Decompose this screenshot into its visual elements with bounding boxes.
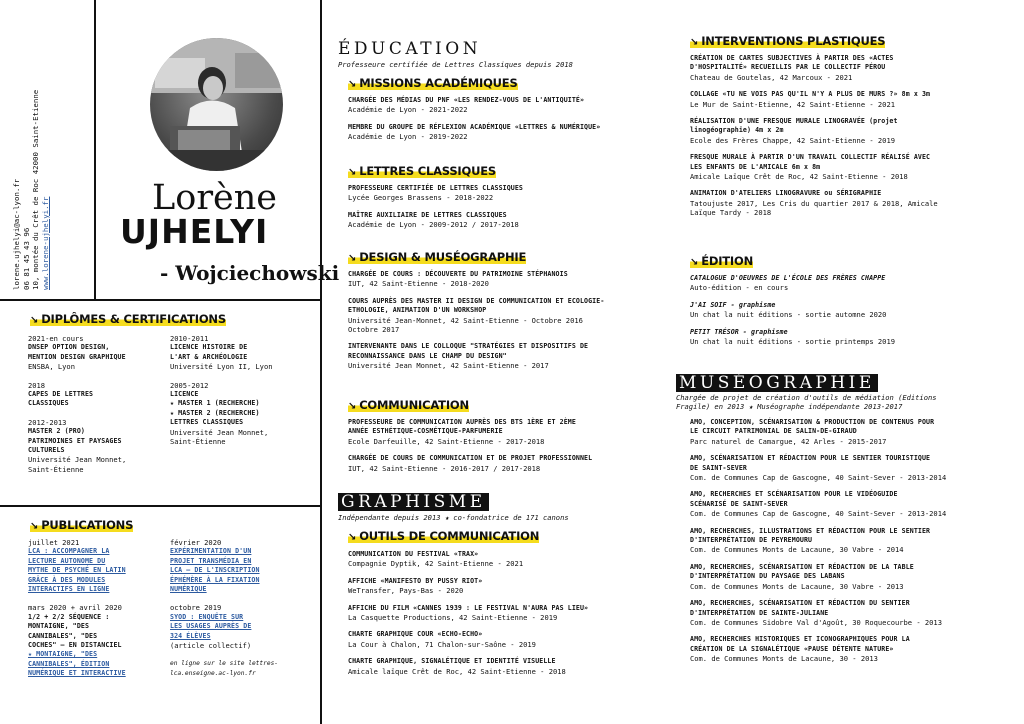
publication-line: 1/2 + 2/2 SÉQUENCE :	[28, 612, 110, 621]
entry-title: AFFICHE DU FILM «CANNES 1939 : LE FESTIVAL N'AURA PAS LIEU»	[348, 603, 589, 612]
publications-note: lca.enseigne.ac-lyon.fr	[170, 669, 256, 677]
diplome-line: LETTRES CLASSIQUES	[170, 418, 244, 427]
publication-date: février 2020	[170, 538, 222, 547]
interventions-title: ↘ INTERVENTIONS PLASTIQUES	[690, 34, 886, 48]
publication-link[interactable]: GRÂCE À DES MODULES	[28, 575, 106, 584]
education-subtitle: Professeure certifiée de Lettres Classiques depuis 2018	[338, 60, 573, 69]
publication-link[interactable]: CANNIBALES", ÉDITION	[28, 659, 110, 668]
museographie-title: MUSÉOGRAPHIE	[676, 374, 878, 392]
entry-title: SCÉNARISÉ DE SAINT-SEVER	[690, 499, 788, 508]
entry-detail: WeTransfer, Pays-Bas - 2020	[348, 586, 464, 596]
diplome-line: ★ MASTER 1 (RECHERCHE)	[170, 399, 260, 408]
publication-link[interactable]: SYOD : ENQUÊTE SUR	[170, 612, 244, 621]
header-divider	[0, 299, 321, 301]
entry-detail: IUT, 42 Saint-Etienne - 2018-2020	[348, 279, 489, 289]
entry-title: ANIMATION D'ATELIERS LINOGRAVURE ou SÉRIGRAPHIE	[690, 189, 882, 198]
diplome-line: Université Jean Monnet,	[170, 427, 269, 437]
entry-title: INTERVENANTE DANS LE COLLOQUE "STRATÉGIES ET DISPOSITIFS DE	[348, 342, 589, 351]
last-name: UJHELYI	[120, 212, 269, 251]
publications-title: ↘ PUBLICATIONS	[30, 518, 134, 532]
entry-detail: Com. de Communes Monts de Lacaune, 30 Vabre - 2013	[690, 581, 904, 591]
diplome-year: 2018	[28, 380, 46, 390]
publication-link[interactable]: LCA : ACCOMPAGNER LA	[28, 547, 110, 556]
entry-title: AMO, RECHERCHES, SCÉNARISATION ET RÉDACTION DE LA TABLE	[690, 562, 914, 571]
entry-title: D'INTERPRÉTATION DU PAYSAGE DES LABANS	[690, 572, 845, 581]
entry-title: PROFESSEURE DE COMMUNICATION AUPRÈS DES BTS 1ÈRE ET 2ÈME	[348, 418, 576, 426]
contact-email[interactable]: lorene.ujhelyi@ac-lyon.fr	[12, 178, 21, 290]
entry-detail: Compagnie Dyptik, 42 Saint-Etienne - 2021	[348, 559, 524, 569]
diplome-line: Saint-Étienne	[28, 464, 84, 474]
entry-detail: Un chat la nuit éditions - sortie automne 2020	[690, 310, 887, 320]
publications-right	[170, 538, 278, 678]
entry-title: LES ENFANTS DE L'AMICALE 6m x 8m	[690, 162, 821, 171]
contact-website[interactable]: www.lorene-ujhelyi.fr	[40, 196, 50, 290]
diplomes-title: ↘ DIPLÔMES & CERTIFICATIONS	[30, 312, 226, 326]
diplomes-right	[170, 334, 273, 446]
entry-title: AMO, SCÉNARISATION ET RÉDACTION POUR LE SENTIER TOURISTIQUE	[690, 454, 931, 463]
entry-title: MEMBRE DU GROUPE DE RÉFLEXION ACADÉMIQUE «LETTRES & NUMÉRIQUE»	[348, 122, 601, 131]
diplome-line: CULTURELS	[28, 446, 65, 455]
portrait-image	[150, 38, 283, 171]
publication-link[interactable]: NUMÉRIQUE ET INTERACTIVE	[28, 669, 126, 678]
entry-title: FRESQUE MURALE À PARTIR D'UN TRAVAIL COLLECTIF RÉALISÉ AVEC	[690, 153, 931, 162]
second-name: - Wojciechowski	[160, 261, 340, 285]
publication-link[interactable]: EXPÉRIMENTATION D'UN	[170, 547, 252, 556]
diplome-line: Saint-Étienne	[170, 437, 226, 447]
lettres-title: ↘ LETTRES CLASSIQUES	[348, 164, 496, 178]
entry-detail: IUT, 42 Saint-Etienne - 2016-2017 / 2017-2018	[348, 463, 541, 473]
edition-list	[690, 274, 895, 346]
entry-detail: Un chat la nuit éditions - sortie printemps 2019	[690, 337, 895, 347]
entry-title: AMO, RECHERCHES HISTORIQUES ET ICONOGRAPHIQUES POUR LA	[690, 635, 910, 644]
contact-phone: 06 81 45 43 96	[21, 227, 31, 290]
entry-title: LE CIRCUIT PATRIMONIAL DE SALIN-DE-GIRAUD	[690, 427, 857, 436]
museographie-list	[690, 418, 946, 664]
entry-title: CHARGÉE DE COURS : DÉCOUVERTE DU PATRIMOINE STÉPHANOIS	[348, 270, 568, 278]
publication-link[interactable]: LCA — DE L'INSCRIPTION	[170, 566, 260, 575]
entry-title: AMO, RECHERCHES ET SCÉNARISATION POUR LE VIDÉOGUIDE	[690, 490, 898, 499]
entry-detail: Amicale Laïque Crêt de Roc, 42 Saint-Etienne - 2018	[690, 172, 908, 182]
entry-title: CHARTE GRAPHIQUE, SIGNALÉTIQUE ET IDENTITÉ VISUELLE	[348, 657, 556, 666]
entry-detail: Académie de Lyon - 2019-2022	[348, 132, 468, 142]
entry-title: COURS AUPRÈS DES MASTER II DESIGN DE COMMUNICATION ET ECOLOGIE-	[348, 296, 605, 305]
diplome-line: LICENCE	[170, 390, 199, 399]
entry-detail: Chateau de Goutelas, 42 Marcoux - 2021	[690, 72, 853, 82]
entry-detail: Com. de Communes Monts de Lacaune, 30 Vabre - 2014	[690, 545, 904, 555]
diplome-line: Université Lyon II, Lyon	[170, 362, 273, 372]
entry-title: linogéographie) 4m x 2m	[690, 126, 784, 135]
diplome-line: PATRIMOINES ET PAYSAGES	[28, 436, 122, 445]
profile-photo	[150, 38, 283, 171]
design-list	[348, 270, 604, 371]
entry-title: D'HOSPITALITÉ» RECUEILLIS PAR LE COLLECTIF PÉROU	[690, 63, 886, 72]
interventions-list	[690, 54, 938, 218]
missions-title: ↘ MISSIONS ACADÉMIQUES	[348, 76, 518, 90]
communication-list	[348, 418, 592, 473]
publication-link[interactable]: ÉPHÉMÈRE À LA FIXATION	[170, 575, 260, 584]
entry-title: COLLAGE «TU NE VOIS PAS QU'IL N'Y A PLUS DE MURS ?» 8m x 3m	[690, 90, 931, 99]
publication-line: COCHES" — EN DISTANCIEL	[28, 641, 122, 650]
entry-detail: Octobre 2017	[348, 325, 400, 335]
diplome-line: MASTER 2 (PRO)	[28, 427, 85, 436]
lettres-list	[348, 184, 523, 230]
missions-list	[348, 96, 600, 142]
publication-date: mars 2020 + avril 2020	[28, 603, 122, 613]
diplome-year: 2021-en cours	[28, 334, 84, 343]
publications-note: en ligne sur le site lettres-	[170, 660, 279, 668]
entry-detail: Université Jean Monnet, 42 Saint-Etienne - 2017	[348, 361, 549, 371]
entry-title: AMO, CONCEPTION, SCÉNARISATION & PRODUCTION DE CONTENUS POUR	[690, 418, 935, 426]
entry-title: CHARGÉE DE COURS DE COMMUNICATION ET DE PROJET PROFESSIONNEL	[348, 454, 593, 463]
entry-detail: Laïque Tardy - 2018	[690, 208, 772, 218]
diplome-line: CAPES DE LETTRES	[28, 390, 94, 399]
entry-title: MAÎTRE AUXILIAIRE DE LETTRES CLASSIQUES	[348, 210, 507, 219]
entry-detail: Com. de Communes Sidobre Val d'Agoût, 30 Roquecourbe - 2013	[690, 617, 942, 627]
entry-title: RÉALISATION D'UNE FRESQUE MURALE LINOGRAVÉE (projet	[690, 117, 898, 126]
entry-detail: Com. de Communes Cap de Gascogne, 40 Saint-Sever - 2013-2014	[690, 473, 947, 483]
entry-title: RECONNAISSANCE DANS LE CHAMP DU DESIGN"	[348, 351, 507, 360]
entry-title: ANNÉE ESTHÉTIQUE-COSMÉTIQUE-PARFUMERIE	[348, 427, 503, 436]
entry-detail: Parc naturel de Camargue, 42 Arles - 2015-2017	[690, 436, 887, 446]
design-title: ↘ DESIGN & MUSÉOGRAPHIE	[348, 250, 527, 264]
entry-detail: La Cour à Chalon, 71 Chalon-sur-Saône - 2019	[348, 639, 536, 649]
museographie-subtitle-2: Fragile) en 2013 ★ Muséographe indépendante 2013-2017	[676, 402, 903, 411]
entry-title: CATALOGUE D'OEUVRES DE L'ÉCOLE DES FRÈRES CHAPPE	[690, 274, 886, 282]
publication-line: CANNIBALES", "DES	[28, 631, 98, 640]
diplome-year: 2012-2013	[28, 417, 67, 427]
graphisme-subtitle: Indépendante depuis 2013 ★ co-fondatrice de 171 canons	[338, 513, 569, 522]
entry-title: CRÉATION DE LA SIGNALÉTIQUE «PAUSE DÉTENTE NATURE»	[690, 644, 894, 653]
graphisme-title: GRAPHISME	[338, 493, 489, 511]
entry-title: PROFESSEURE CERTIFIÉE DE LETTRES CLASSIQUES	[348, 184, 523, 192]
entry-detail: Le Mur de Saint-Etienne, 42 Saint-Etienne - 2021	[690, 99, 895, 109]
diplome-line: DNSEP OPTION DESIGN,	[28, 343, 110, 352]
diplome-year: 2005-2012	[170, 380, 209, 390]
entry-title: PETIT TRÉSOR - graphisme	[690, 327, 788, 336]
diplome-line: CLASSIQUES	[28, 399, 69, 408]
entry-title: AMO, RECHERCHES, ILLUSTRATIONS ET RÉDACTION POUR LE SENTIER	[690, 526, 931, 535]
entry-detail: Com. de Communes Monts de Lacaune, 30 - 2013	[690, 654, 878, 664]
publication-extra: (article collectif)	[170, 641, 252, 651]
entry-title: AFFICHE «MANIFESTO BY PUSSY RIOT»	[348, 576, 483, 585]
entry-title: CHARGÉE DES MÉDIAS DU PNF «LES RENDEZ-VOUS DE L'ANTIQUITÉ»	[348, 96, 585, 104]
entry-detail: Tatoujuste 2017, Les Cris du quartier 2017 & 2018, Amicale	[690, 198, 938, 208]
column-divider	[320, 0, 322, 724]
publication-link[interactable]: PROJET TRANSMÉDIA EN	[170, 556, 252, 565]
entry-detail: Amicale laïque Crêt de Roc, 42 Saint-Etienne - 2018	[348, 666, 566, 676]
publication-link[interactable]: MYTHE DE PSYCHÉ EN LATIN	[28, 566, 126, 575]
diplome-line: MENTION DESIGN GRAPHIQUE	[28, 352, 126, 361]
communication-title: ↘ COMMUNICATION	[348, 398, 469, 412]
entry-title: J'AI SOIF - graphisme	[690, 300, 776, 309]
entry-title: D'INTERPRÉTATION DE SAINTE-JULIANE	[690, 608, 829, 617]
education-title: ÉDUCATION	[338, 39, 482, 59]
contact-address: 10, montée du Crêt de Roc 42000 Saint-Etienne	[31, 89, 41, 290]
diplomes-left	[28, 334, 126, 474]
publication-link[interactable]: LES USAGES AUPRÈS DE	[170, 622, 252, 631]
diplome-line: Université Jean Monnet,	[28, 455, 127, 465]
section-divider	[0, 505, 321, 507]
diplome-year: 2010-2011	[170, 334, 209, 343]
entry-detail: Ecole des Frères Chappe, 42 Saint-Etienne - 2019	[690, 135, 895, 145]
publication-link[interactable]: INTERACTIFS EN LIGNE	[28, 585, 110, 594]
entry-title: COMMUNICATION DU FESTIVAL «TRAX»	[348, 550, 479, 558]
publication-link[interactable]: LECTURE AUTONOME DU	[28, 556, 106, 565]
entry-title: CRÉATION DE CARTES SUBJECTIVES À PARTIR DES «ACTES	[690, 54, 894, 62]
entry-detail: Com. de Communes Cap de Gascogne, 40 Saint-Sever - 2013-2014	[690, 509, 947, 519]
entry-detail: Auto-édition - en cours	[690, 283, 789, 293]
outils-list	[348, 550, 588, 676]
entry-detail: Académie de Lyon - 2009-2012 / 2017-2018	[348, 220, 519, 230]
entry-title: D'INTERPRÉTATION DE PEYREMOURU	[690, 536, 813, 545]
entry-title: CHARTE GRAPHIQUE COUR «ECHO-ECHO»	[348, 630, 483, 639]
entry-title: AMO, RECHERCHES, SCÉNARISATION ET RÉDACTION DU SENTIER	[690, 599, 910, 608]
entry-detail: Ecole Darfeuille, 42 Saint-Etienne - 2017-2018	[348, 436, 545, 446]
first-name: Lorène	[152, 178, 278, 218]
publication-line: MONTAIGNE, "DES	[28, 622, 90, 631]
diplome-line: L'ART & ARCHÉOLOGIE	[170, 352, 248, 361]
entry-detail: Lycée Georges Brassens - 2018-2022	[348, 193, 494, 203]
sidebar-divider	[94, 0, 96, 300]
diplome-line: ENSBA, Lyon	[28, 362, 75, 372]
diplome-line: ★ MASTER 2 (RECHERCHE)	[170, 408, 260, 417]
publication-link[interactable]: NUMÉRIQUE	[170, 585, 207, 594]
publication-link[interactable]: ★ MONTAIGNE, "DES	[28, 650, 98, 659]
outils-title: ↘ OUTILS DE COMMUNICATION	[348, 529, 540, 543]
entry-title: ETHOLOGIE, ANIMATION D'UN WORKSHOP	[348, 306, 487, 315]
publications-left	[28, 538, 126, 679]
entry-detail: La Casquette Productions, 42 Saint-Etienne - 2019	[348, 613, 558, 623]
publication-date: octobre 2019	[170, 603, 222, 613]
entry-title: DE SAINT-SEVER	[690, 463, 747, 472]
entry-detail: Académie de Lyon - 2021-2022	[348, 105, 468, 115]
contact-block	[12, 90, 50, 290]
publication-link[interactable]: 324 ÉLÈVES	[170, 631, 211, 640]
museographie-subtitle-1: Chargée de projet de création d'outils de médiation (Editions	[676, 393, 937, 402]
entry-detail: Université Jean-Monnet, 42 Saint-Etienne - Octobre 2016	[348, 315, 583, 325]
edition-title: ↘ ÉDITION	[690, 254, 753, 268]
publication-date: juillet 2021	[28, 538, 80, 547]
diplome-line: LICENCE HISTOIRE DE	[170, 343, 248, 352]
